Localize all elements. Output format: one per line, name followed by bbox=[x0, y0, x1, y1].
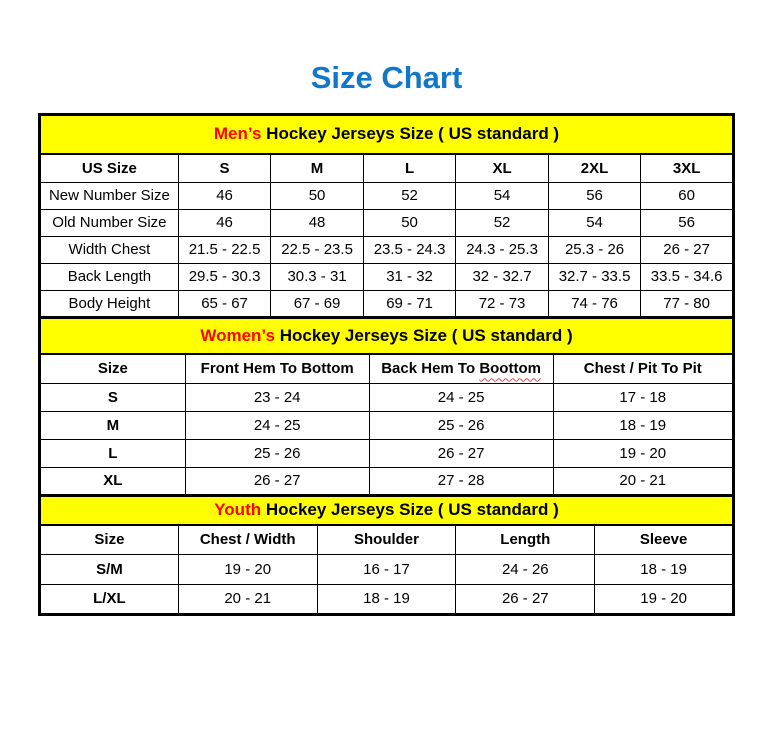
size-value: 60 bbox=[641, 182, 734, 209]
misspelled-word: Boottom bbox=[479, 360, 541, 378]
size-value: 77 - 80 bbox=[641, 290, 734, 317]
size-value: 26 - 27 bbox=[369, 439, 553, 467]
row-label: M bbox=[40, 411, 186, 439]
table-row bbox=[40, 439, 734, 467]
size-value: 74 - 76 bbox=[548, 290, 641, 317]
table-row bbox=[40, 383, 734, 411]
youth-size-table bbox=[38, 494, 735, 616]
youth-title-highlight: Youth bbox=[214, 500, 262, 520]
size-value: 25 - 26 bbox=[185, 439, 369, 467]
youth-title-rest: Hockey Jerseys Size ( US standard ) bbox=[265, 500, 559, 520]
row-label: XL bbox=[40, 467, 186, 495]
mens-title-highlight: Men’s bbox=[213, 124, 262, 144]
womens-size-table bbox=[38, 316, 735, 497]
column-header: XL bbox=[456, 154, 549, 182]
column-header: Chest / Width bbox=[178, 525, 317, 554]
column-header: Sleeve bbox=[595, 525, 734, 554]
womens-table-title-row bbox=[40, 317, 734, 354]
mens-table-title-row bbox=[40, 114, 734, 154]
size-value: 26 - 27 bbox=[185, 467, 369, 495]
size-value: 19 - 20 bbox=[553, 439, 733, 467]
row-label: Width Chest bbox=[40, 236, 179, 263]
size-value: 17 - 18 bbox=[553, 383, 733, 411]
womens-title-highlight: Women’s bbox=[200, 325, 275, 345]
column-header bbox=[369, 354, 553, 383]
row-label: Body Height bbox=[40, 290, 179, 317]
table-row bbox=[40, 263, 734, 290]
column-header: Front Hem To Bottom bbox=[185, 354, 369, 383]
size-value: 48 bbox=[271, 209, 364, 236]
size-value: 25.3 - 26 bbox=[548, 236, 641, 263]
size-value: 54 bbox=[456, 182, 549, 209]
size-value: 56 bbox=[548, 182, 641, 209]
table-row bbox=[40, 584, 734, 614]
size-value: 46 bbox=[178, 182, 271, 209]
column-header: M bbox=[271, 154, 364, 182]
row-label: Old Number Size bbox=[40, 209, 179, 236]
column-header: L bbox=[363, 154, 456, 182]
page-title: Size Chart bbox=[310, 60, 463, 95]
table-row bbox=[40, 209, 734, 236]
size-value: 50 bbox=[363, 209, 456, 236]
column-header-text: Back Hem To bbox=[381, 360, 476, 378]
size-value: 54 bbox=[548, 209, 641, 236]
size-value: 50 bbox=[271, 182, 364, 209]
table-row bbox=[40, 467, 734, 495]
size-value: 25 - 26 bbox=[369, 411, 553, 439]
table-row bbox=[40, 290, 734, 317]
row-label: S bbox=[40, 383, 186, 411]
row-label: New Number Size bbox=[40, 182, 179, 209]
size-value: 24 - 26 bbox=[456, 554, 595, 584]
mens-header-row bbox=[40, 154, 734, 182]
size-value: 18 - 19 bbox=[595, 554, 734, 584]
column-header: Chest / Pit To Pit bbox=[553, 354, 733, 383]
youth-table-title bbox=[40, 495, 734, 525]
size-value: 20 - 21 bbox=[178, 584, 317, 614]
column-header: US Size bbox=[40, 154, 179, 182]
size-value: 46 bbox=[178, 209, 271, 236]
mens-size-table bbox=[38, 113, 735, 319]
column-header: Shoulder bbox=[317, 525, 456, 554]
size-value: 23 - 24 bbox=[185, 383, 369, 411]
table-row bbox=[40, 236, 734, 263]
size-value: 33.5 - 34.6 bbox=[641, 263, 734, 290]
column-header: S bbox=[178, 154, 271, 182]
row-label: S/M bbox=[40, 554, 179, 584]
row-label: Back Length bbox=[40, 263, 179, 290]
size-value: 27 - 28 bbox=[369, 467, 553, 495]
size-value: 19 - 20 bbox=[178, 554, 317, 584]
row-label: L bbox=[40, 439, 186, 467]
size-value: 26 - 27 bbox=[641, 236, 734, 263]
size-value: 16 - 17 bbox=[317, 554, 456, 584]
size-value: 21.5 - 22.5 bbox=[178, 236, 271, 263]
column-header: 3XL bbox=[641, 154, 734, 182]
column-header: Size bbox=[40, 525, 179, 554]
womens-title-rest: Hockey Jerseys Size ( US standard ) bbox=[279, 325, 573, 345]
column-header: Size bbox=[40, 354, 186, 383]
womens-table-title bbox=[40, 317, 734, 354]
size-chart-page bbox=[38, 60, 735, 616]
size-value: 29.5 - 30.3 bbox=[178, 263, 271, 290]
size-value: 24 - 25 bbox=[185, 411, 369, 439]
column-header: 2XL bbox=[548, 154, 641, 182]
size-value: 18 - 19 bbox=[317, 584, 456, 614]
size-value: 56 bbox=[641, 209, 734, 236]
size-value: 32 - 32.7 bbox=[456, 263, 549, 290]
size-value: 18 - 19 bbox=[553, 411, 733, 439]
size-value: 69 - 71 bbox=[363, 290, 456, 317]
size-value: 24.3 - 25.3 bbox=[456, 236, 549, 263]
size-value: 52 bbox=[363, 182, 456, 209]
column-header: Length bbox=[456, 525, 595, 554]
size-value: 20 - 21 bbox=[553, 467, 733, 495]
size-value: 52 bbox=[456, 209, 549, 236]
mens-table-title bbox=[40, 114, 734, 154]
size-value: 19 - 20 bbox=[595, 584, 734, 614]
youth-header-row bbox=[40, 525, 734, 554]
size-value: 31 - 32 bbox=[363, 263, 456, 290]
size-value: 65 - 67 bbox=[178, 290, 271, 317]
table-row bbox=[40, 411, 734, 439]
size-value: 22.5 - 23.5 bbox=[271, 236, 364, 263]
womens-header-row bbox=[40, 354, 734, 383]
size-value: 72 - 73 bbox=[456, 290, 549, 317]
youth-table-title-row bbox=[40, 495, 734, 525]
mens-title-rest: Hockey Jerseys Size ( US standard ) bbox=[266, 124, 560, 144]
size-value: 23.5 - 24.3 bbox=[363, 236, 456, 263]
row-label: L/XL bbox=[40, 584, 179, 614]
table-row bbox=[40, 554, 734, 584]
size-value: 32.7 - 33.5 bbox=[548, 263, 641, 290]
table-row bbox=[40, 182, 734, 209]
size-value: 30.3 - 31 bbox=[271, 263, 364, 290]
size-value: 24 - 25 bbox=[369, 383, 553, 411]
size-value: 67 - 69 bbox=[271, 290, 364, 317]
size-value: 26 - 27 bbox=[456, 584, 595, 614]
